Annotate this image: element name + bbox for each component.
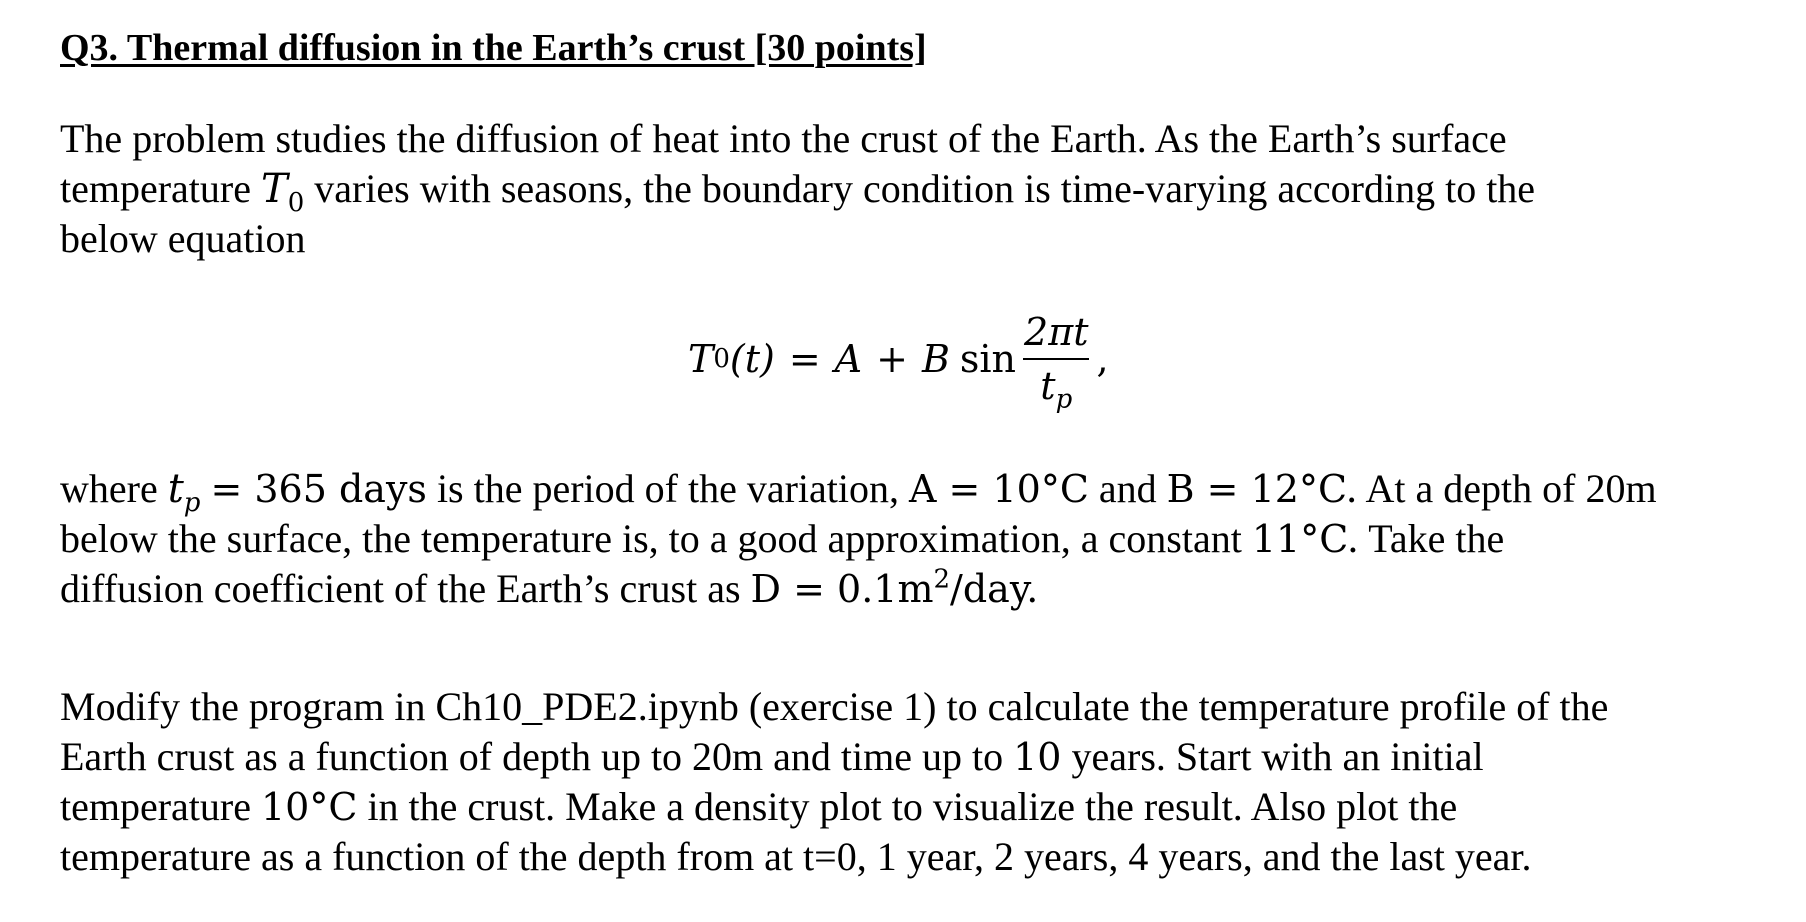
eq-denominator <box>1040 360 1073 415</box>
params-line-1-post: At a depth of 20m <box>1365 466 1657 511</box>
param-A: A = 10°C <box>909 467 1089 511</box>
task-line-2-pre: Earth crust as a function of depth up to 20m and time up to <box>60 734 1004 779</box>
eq-B: B <box>921 337 950 381</box>
question-title: Q3. Thermal diffusion in the Earth’s crust [30 points] <box>60 27 927 69</box>
task-paragraph <box>60 682 1760 882</box>
period-subscript: p <box>183 488 201 518</box>
task-line-3 <box>60 782 1760 832</box>
intro-line-2-post: varies with seasons, the boundary condition is time-varying according to the <box>314 166 1536 211</box>
params-line-1-mid: is the period of the variation, <box>436 466 900 511</box>
task-line-2 <box>60 732 1760 782</box>
params-line-2-post: Take the <box>1368 516 1505 561</box>
params-line-1 <box>60 464 1760 518</box>
task-line-4: temperature as a function of the depth from at t=0, 1 year, 2 years, 4 years, and the last year. <box>60 834 1532 879</box>
params-line-2 <box>60 514 1760 564</box>
eq-equals: = <box>788 337 821 381</box>
intro-line-3: below equation <box>60 216 306 261</box>
diffusion-coefficient: D = 0.1m <box>750 567 934 611</box>
diffusion-unit: /day. <box>950 567 1039 611</box>
diffusion-exponent: 2 <box>933 564 951 595</box>
intro-line-2-pre: temperature <box>60 166 251 211</box>
surface-temp-subscript: 0 <box>287 188 305 218</box>
param-B: B = 12°C. <box>1166 467 1358 511</box>
params-line-1-pre: where <box>60 466 158 511</box>
task-line-1: Modify the program in Ch10_PDE2.ipynb (exercise 1) to calculate the temperature profile of the <box>60 684 1609 729</box>
intro-line-1: The problem studies the diffusion of heat into the crust of the Earth. As the Earth’s surface <box>60 116 1507 161</box>
years-value: 10 <box>1013 735 1062 779</box>
params-line-3-pre: diffusion coefficient of the Earth’s crust as <box>60 566 741 611</box>
surface-temp-symbol: T <box>261 166 288 212</box>
eq-denominator-var: t <box>1040 364 1056 408</box>
period-value: = 365 days <box>210 467 427 511</box>
intro-line-2 <box>60 164 1740 218</box>
task-line-2-post: years. Start with an initial <box>1071 734 1484 779</box>
eq-denominator-sub: p <box>1055 384 1073 415</box>
eq-fraction <box>1020 310 1092 415</box>
params-line-3 <box>60 564 1760 614</box>
eq-A: A <box>834 337 863 381</box>
period-symbol: t <box>167 466 184 512</box>
initial-temp-value: 10°C <box>261 785 358 829</box>
boundary-equation: T 0 (t) = A + B sin $\frac{2\pi t}{t_p}$ , <box>688 310 1109 415</box>
params-line-2-pre: below the surface, the temperature is, to a good approximation, a constant <box>60 516 1242 561</box>
task-line-3-post: in the crust. Make a density plot to visualize the result. Also plot the <box>367 784 1458 829</box>
intro-paragraph <box>60 114 1740 264</box>
deep-temp-value: 11°C. <box>1251 517 1359 561</box>
eq-lhs-var: T <box>688 337 714 381</box>
eq-plus: + <box>876 337 908 381</box>
task-line-3-pre: temperature <box>60 784 251 829</box>
eq-numerator: 2πt <box>1024 310 1089 354</box>
eq-lhs-arg: (t) <box>729 337 775 381</box>
params-line-1-and: and <box>1098 466 1157 511</box>
eq-sin: sin <box>959 337 1017 381</box>
eq-trailing-comma: , <box>1096 337 1109 381</box>
parameters-paragraph <box>60 464 1760 614</box>
